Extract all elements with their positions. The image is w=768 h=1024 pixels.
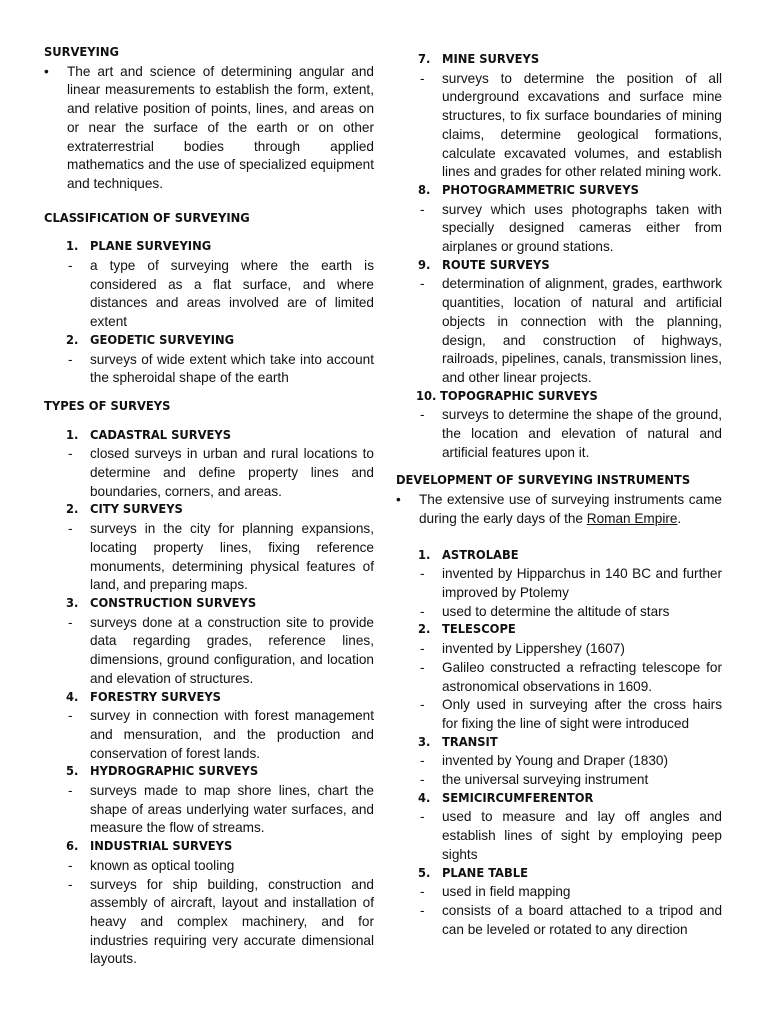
list-item-desc: - survey in connection with forest management and mensuration, and the production and conservation of forest lands. <box>68 708 374 761</box>
list-item-title: 10. TOPOGRAPHIC SURVEYS <box>416 388 598 404</box>
list-item-desc: - used to determine the altitude of stars <box>420 603 670 619</box>
list-item-desc: - closed surveys in urban and rural locations to determine and define property lines and boundaries, corners, and areas. <box>68 446 374 499</box>
list-item-title: 1. PLANE SURVEYING <box>66 239 212 255</box>
definition-text: The art and science of determining angular and linear measurements to establish the form, extent, and relative position of points, lines, and areas on or near the surface of the earth or on other extraterrestrial bodies through applied mathematics and the use of specialized equipment and techniques. <box>67 63 374 191</box>
list-item-desc: - surveys to determine the position of all underground excavations and surface mine structures, to fix surface boundaries of mining claims, determine geological formations, calculate excavated volumes, and establish lines and grades for other related mining work. <box>420 70 722 180</box>
list-item-title: 1. ASTROLABE <box>418 547 519 563</box>
list-item-title: 3. TRANSIT <box>418 734 498 750</box>
list-item-desc: - invented by Hipparchus in 140 BC and further improved by Ptolemy <box>420 566 722 600</box>
types-heading: TYPES OF SURVEYS <box>44 398 171 414</box>
bullet-marker: • <box>396 492 401 508</box>
right-column <box>396 51 722 939</box>
list-item-desc: - surveys to determine the shape of the ground, the location and elevation of natural and artificial features upon it. <box>420 407 722 460</box>
list-item-desc: - a type of surveying where the earth is considered as a flat surface, and where distances and areas involved are of limited extent <box>68 258 374 330</box>
definition-bullet <box>44 63 374 194</box>
list-item-desc: - the universal surveying instrument <box>420 772 649 788</box>
list-item-title: 8. PHOTOGRAMMETRIC SURVEYS <box>418 182 639 198</box>
list-item-title: 2. GEODETIC SURVEYING <box>66 332 235 348</box>
list-item-desc: - used to measure and lay off angles and establish lines of sight by employing peep sights <box>420 809 722 862</box>
left-column <box>44 44 374 969</box>
list-item-desc: - surveys made to map shore lines, chart the shape of areas underlying water surfaces, and measure the flow of streams. <box>68 783 374 836</box>
list-item-title: 5. HYDROGRAPHIC SURVEYS <box>66 764 259 780</box>
instruments-list <box>396 547 722 940</box>
classification-heading: CLASSIFICATION OF SURVEYING <box>44 210 250 226</box>
list-item-desc: - surveys of wide extent which take into account the spheroidal shape of the earth <box>68 351 374 386</box>
list-item-desc: - determination of alignment, grades, earthwork quantities, location of natural and artificial objects in connection with the planning, design, and construction of highways, railroads, pipelines, canals, transmission lines, and other linear projects. <box>420 276 722 385</box>
list-item-desc: - invented by Lippershey (1607) <box>420 641 625 657</box>
list-item-title: 4. SEMICIRCUMFERENTOR <box>418 790 594 806</box>
list-item-desc: - surveys in the city for planning expansions, locating property lines, fixing reference monuments, determining physical features of land, and preparing maps. <box>68 521 374 593</box>
list-item-title: 6. INDUSTRIAL SURVEYS <box>66 839 233 855</box>
list-item-title: 1. CADASTRAL SURVEYS <box>66 427 232 443</box>
roman-empire-link[interactable]: Roman Empire <box>586 510 678 526</box>
list-item-desc: - used in field mapping <box>420 884 571 900</box>
list-item-desc: - surveys done at a construction site to provide data regarding grades, reference lines, dimensions, ground configuration, and location and elevation of structures. <box>68 614 374 686</box>
development-heading: DEVELOPMENT OF SURVEYING INSTRUMENTS <box>396 473 691 489</box>
list-item-title: 2. CITY SURVEYS <box>66 502 183 518</box>
types-list <box>44 427 374 969</box>
list-item-title: 4. FORESTRY SURVEYS <box>66 689 221 705</box>
list-item-title: 7. MINE SURVEYS <box>418 52 540 67</box>
list-item-desc: - survey which uses photographs taken with specially designed cameras either from airplanes or ground stations. <box>420 201 722 255</box>
list-item-desc: - consists of a board attached to a tripod and can be leveled or rotated to any direction <box>420 902 722 937</box>
list-item-title: 2. TELESCOPE <box>418 622 516 638</box>
list-item-title: 3. CONSTRUCTION SURVEYS <box>66 595 257 611</box>
bullet-marker: • <box>44 63 49 79</box>
list-item-title: 5. PLANE TABLE <box>418 865 528 881</box>
list-item-title: 9. ROUTE SURVEYS <box>418 257 550 273</box>
list-item-desc: - Galileo constructed a refracting telescope for astronomical observations in 1609. <box>420 659 722 694</box>
section-title-surveying: SURVEYING <box>44 45 119 60</box>
list-item-desc: - surveys for ship building, construction and assembly of aircraft, layout and installation of heavy and complex machinery, and for industries requiring very accurate dimensional layouts. <box>68 876 374 967</box>
list-item-desc: - Only used in surveying after the cross hairs for fixing the line of sight were introduced <box>420 697 722 731</box>
list-item-desc: - known as optical tooling <box>68 857 235 873</box>
list-item-desc: - invented by Young and Draper (1830) <box>420 753 668 769</box>
types-list-continued <box>396 51 722 462</box>
classification-list <box>44 238 374 388</box>
development-intro: • The extensive use of surveying instruments came during the early days of the Roman Empire. <box>396 492 722 526</box>
